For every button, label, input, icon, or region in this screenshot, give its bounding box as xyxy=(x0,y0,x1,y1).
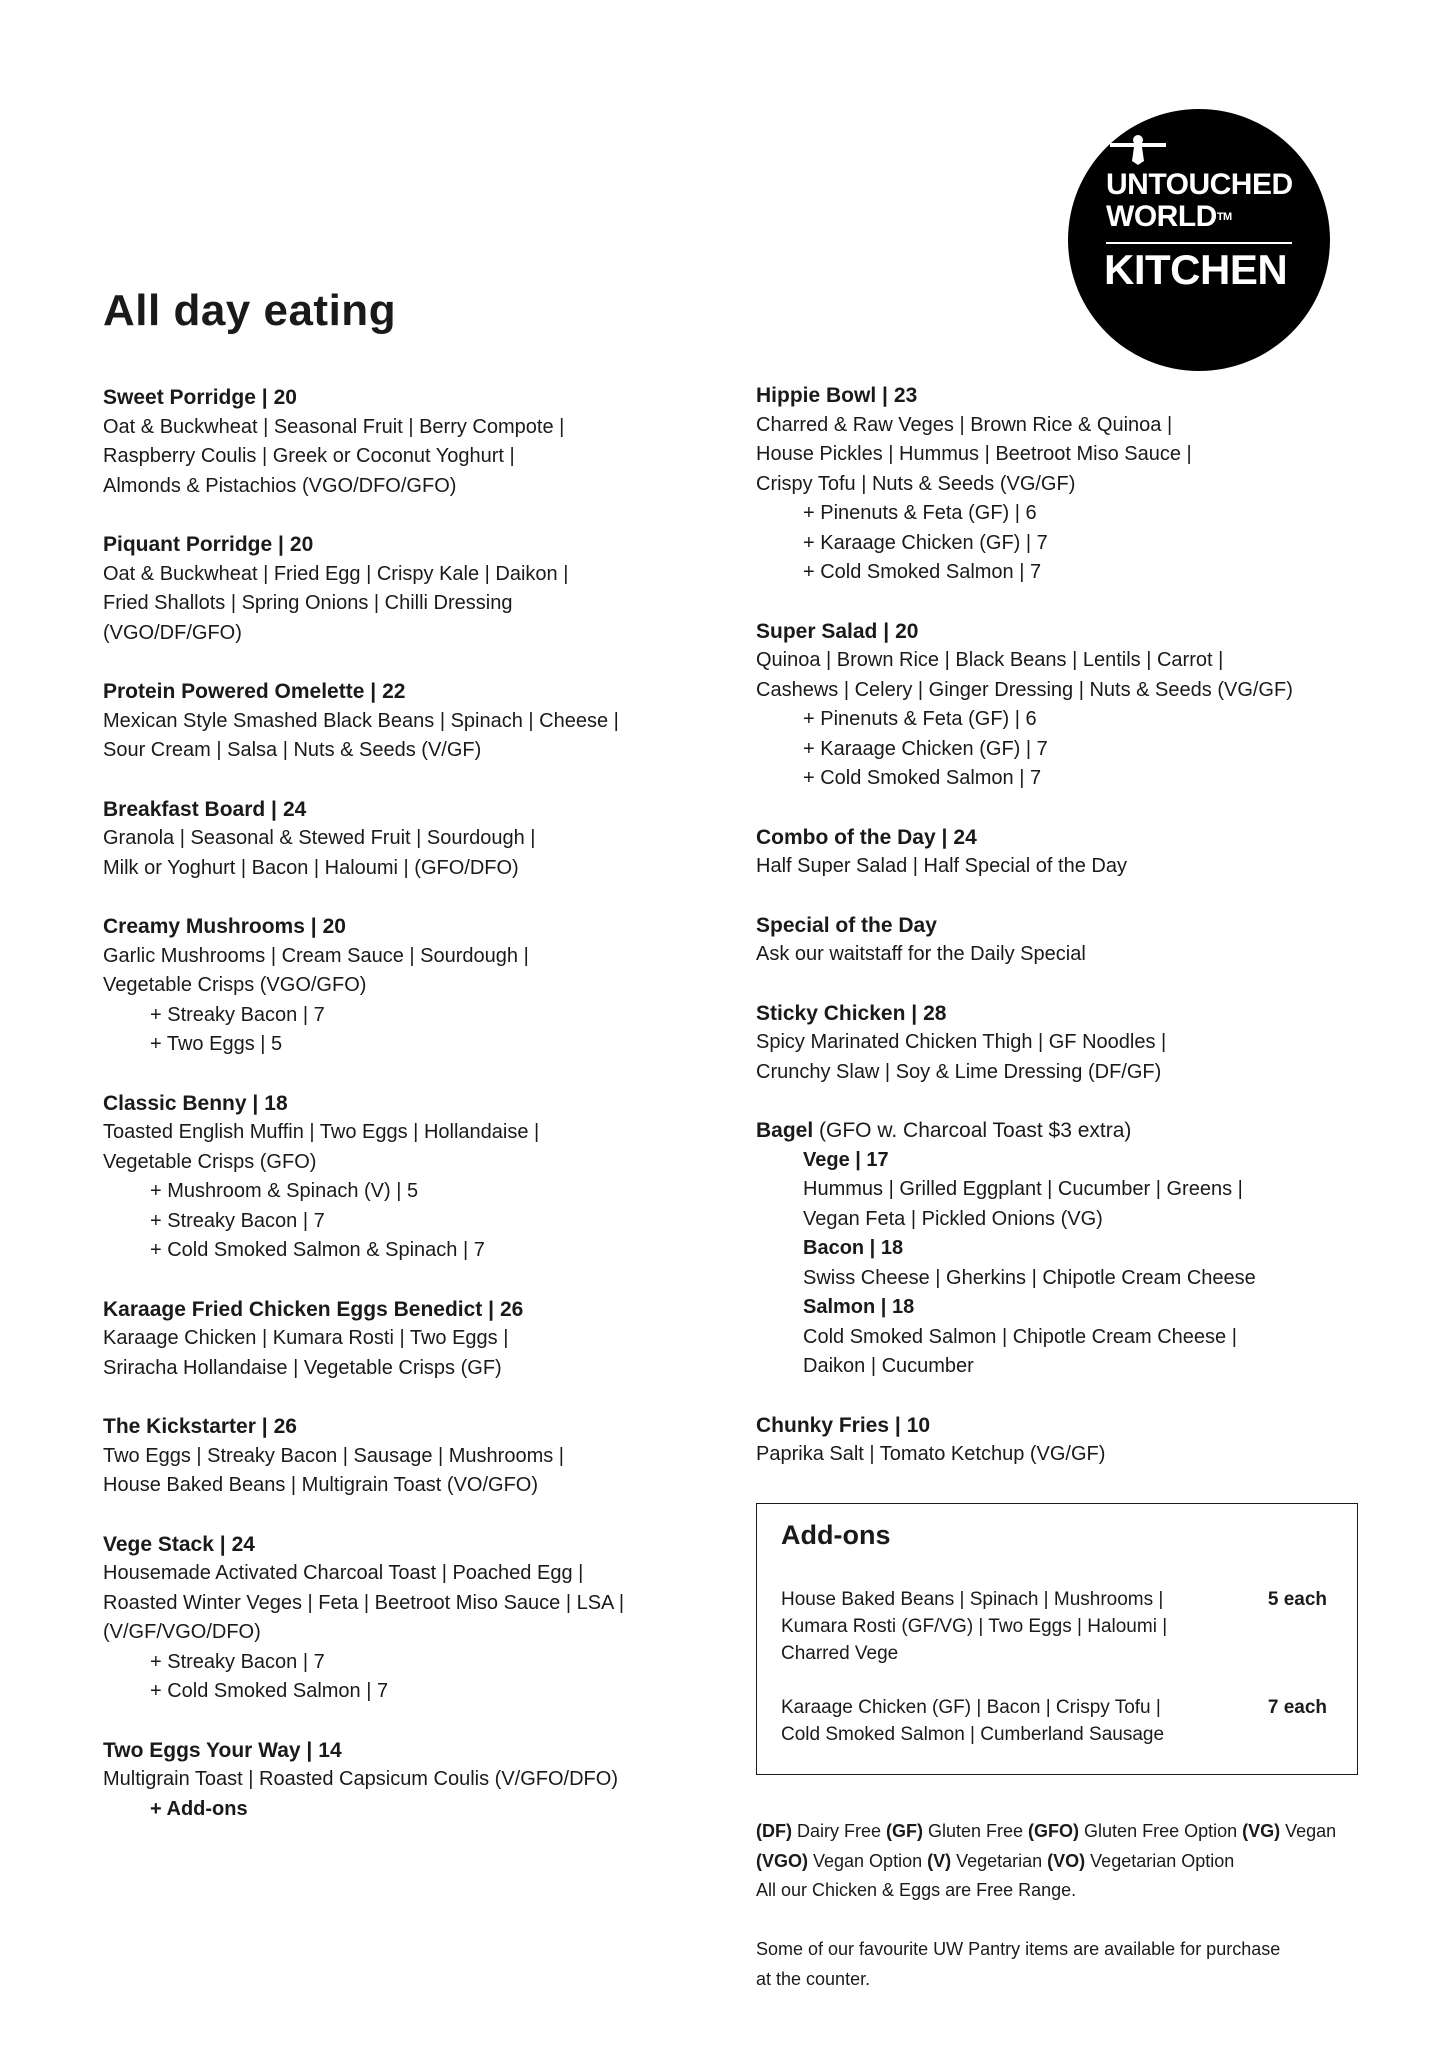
menu-item-title xyxy=(756,381,1396,411)
menu-item-title xyxy=(103,1530,703,1560)
pantry-note: Some of our favourite UW Pantry items are available for purchase xyxy=(756,1939,1281,1959)
legend-text: Gluten Free xyxy=(923,1821,1029,1841)
addons-line: Kumara Rosti (GF/VG) | Two Eggs | Haloumi | xyxy=(781,1616,1168,1637)
bagel-vege-line: Hummus | Grilled Eggplant | Cucumber | Greens | xyxy=(803,1178,1243,1200)
menu-item-chunky-fries xyxy=(756,1411,1396,1470)
menu-item-description: Oat & Buckwheat | Seasonal Fruit | Berry Compote | xyxy=(103,415,565,438)
legend-text: Vegetarian xyxy=(951,1850,1048,1871)
addons-title: Add-ons xyxy=(781,1520,891,1550)
menu-item-title xyxy=(103,912,703,942)
pantry-note: at the counter. xyxy=(756,1968,871,1989)
menu-item-description: Vegetable Crisps (VGO/GFO) xyxy=(103,974,367,996)
dietary-legend xyxy=(756,1817,1396,1994)
menu-item-addon: + Mushroom & Spinach (V) | 5 xyxy=(150,1180,419,1202)
menu-item-name: Combo of the Day | xyxy=(756,825,948,849)
menu-item-title xyxy=(103,1295,703,1325)
menu-item-description: Mexican Style Smashed Black Beans | Spinach | Cheese | xyxy=(103,709,619,732)
menu-item-addon: + Pinenuts & Feta (GF) | 6 xyxy=(803,708,1037,730)
legend-text: Gluten Free Option xyxy=(1079,1821,1243,1841)
menu-item-description: Crunchy Slaw | Soy & Lime Dressing (DF/GF) xyxy=(756,1060,1162,1083)
menu-item-price: 20 xyxy=(322,915,346,938)
menu-item-hippie-bowl xyxy=(756,381,1396,588)
menu-item-description: Vegetable Crisps (GFO) xyxy=(103,1150,317,1173)
addons-line: House Baked Beans | Spinach | Mushrooms | xyxy=(781,1589,1164,1610)
menu-item-addon: + Cold Smoked Salmon | 7 xyxy=(803,767,1042,789)
bagel-name: Bagel xyxy=(756,1119,814,1142)
legend-line xyxy=(756,1817,1396,1847)
menu-item-creamy-mushrooms xyxy=(103,912,703,1060)
bagel-bacon-line: Swiss Cheese | Gherkins | Chipotle Cream Cheese xyxy=(803,1266,1256,1289)
menu-item-protein-powered-omelette xyxy=(103,677,703,766)
menu-item-addon: + Cold Smoked Salmon | 7 xyxy=(803,561,1042,583)
menu-item-vege-stack xyxy=(103,1530,703,1707)
addons-price: 7 each xyxy=(1267,1697,1327,1718)
legend-text: Vegan xyxy=(1280,1821,1337,1841)
logo-text-untouched: UNTOUCHED xyxy=(1106,168,1293,201)
menu-item-description: Toasted English Muffin | Two Eggs | Hollandaise | xyxy=(103,1121,540,1143)
menu-item-price: 22 xyxy=(382,680,406,703)
menu-item-description: Crispy Tofu | Nuts & Seeds (VG/GF) xyxy=(756,472,1076,495)
menu-item-addon: + Karaage Chicken (GF) | 7 xyxy=(803,737,1048,760)
menu-item-title xyxy=(756,823,1396,853)
addons-items xyxy=(781,1586,1241,1667)
menu-item-description: House Baked Beans | Multigrain Toast (VO/GFO) xyxy=(103,1474,539,1496)
menu-item-special-of-the-day xyxy=(756,911,1396,970)
menu-item-super-salad xyxy=(756,617,1396,794)
menu-item-title xyxy=(756,1411,1396,1441)
legend-code: (VGO) xyxy=(756,1850,808,1871)
menu-item-breakfast-board xyxy=(103,795,703,884)
menu-item-description: Oat & Buckwheat | Fried Egg | Crispy Kale | Daikon | xyxy=(103,562,569,585)
menu-item-name: Karaage Fried Chicken Eggs Benedict | xyxy=(103,1297,494,1321)
menu-item-description: House Pickles | Hummus | Beetroot Miso Sauce | xyxy=(756,443,1192,465)
menu-item-name: Breakfast Board | xyxy=(103,797,277,821)
legend-line xyxy=(756,1847,1396,1877)
menu-item-title xyxy=(103,530,703,560)
menu-item-title xyxy=(103,383,703,413)
menu-item-description: Milk or Yoghurt | Bacon | Haloumi | (GFO/DFO) xyxy=(103,856,519,879)
menu-item-price: 24 xyxy=(953,825,977,849)
bird-icon xyxy=(1108,135,1168,165)
menu-item-the-kickstarter xyxy=(103,1412,703,1501)
addons-row-5-each xyxy=(781,1586,1331,1667)
menu-item-price: 18 xyxy=(264,1091,288,1115)
menu-item-name: Creamy Mushrooms | xyxy=(103,915,317,938)
addons-box xyxy=(756,1503,1358,1775)
menu-item-name: Two Eggs Your Way | xyxy=(103,1738,313,1762)
menu-item-price: 23 xyxy=(893,384,918,407)
bagel-vege-title: Vege | 17 xyxy=(803,1148,889,1171)
menu-item-price: 20 xyxy=(895,619,919,643)
menu-item-name: Piquant Porridge | xyxy=(103,533,284,556)
menu-item-sticky-chicken xyxy=(756,999,1396,1088)
bagel-salmon-title: Salmon | 18 xyxy=(803,1296,915,1318)
menu-column-right xyxy=(756,381,1396,1499)
menu-item-addon: + Karaage Chicken (GF) | 7 xyxy=(803,531,1048,554)
menu-item-description: Half Super Salad | Half Special of the Day xyxy=(756,855,1127,877)
menu-item-price: 20 xyxy=(273,386,297,409)
menu-item-addon: + Pinenuts & Feta (GF) | 6 xyxy=(803,502,1037,524)
legend-spacer xyxy=(756,1906,1396,1936)
menu-item-title xyxy=(103,1412,703,1442)
menu-item-price: 28 xyxy=(923,1001,947,1025)
menu-item-name: Special of the Day xyxy=(756,913,937,937)
addons-line: Cold Smoked Salmon | Cumberland Sausage xyxy=(781,1724,1165,1745)
menu-item-description: Cashews | Celery | Ginger Dressing | Nuts & Seeds (VG/GF) xyxy=(756,678,1293,701)
menu-item-title xyxy=(103,1736,703,1766)
menu-item-name: Protein Powered Omelette | xyxy=(103,680,377,703)
menu-item-description: Garlic Mushrooms | Cream Sauce | Sourdough | xyxy=(103,944,529,967)
addons-line: Karaage Chicken (GF) | Bacon | Crispy Tofu | xyxy=(781,1697,1161,1718)
menu-item-two-eggs-your-way xyxy=(103,1736,703,1825)
menu-item-description: (V/GF/VGO/DFO) xyxy=(103,1621,261,1643)
menu-item-addon: + Add-ons xyxy=(150,1797,248,1820)
bagel-note: (GFO w. Charcoal Toast $3 extra) xyxy=(813,1119,1132,1142)
legend-code: (DF) xyxy=(756,1821,792,1841)
legend-text: Dairy Free xyxy=(791,1821,887,1841)
legend-code: (VO) xyxy=(1047,1850,1086,1871)
menu-item-price: 26 xyxy=(500,1297,524,1321)
menu-item-addon: + Streaky Bacon | 7 xyxy=(150,1003,325,1026)
page-title: All day eating xyxy=(103,286,397,335)
menu-item-title xyxy=(756,617,1396,647)
menu-item-price: 14 xyxy=(318,1738,342,1762)
menu-item-combo-of-the-day xyxy=(756,823,1396,882)
menu-item-name: Super Salad | xyxy=(756,619,890,643)
legend-code: (GFO) xyxy=(1028,1821,1080,1841)
menu-item-name: Vege Stack | xyxy=(103,1532,226,1556)
menu-item-description: Charred & Raw Veges | Brown Rice & Quinoa | xyxy=(756,413,1173,436)
menu-item-description: Sriracha Hollandaise | Vegetable Crisps (GF) xyxy=(103,1356,502,1379)
menu-item-sweet-porridge xyxy=(103,383,703,501)
menu-item-description: Ask our waitstaff for the Daily Special xyxy=(756,943,1086,965)
menu-item-description: Quinoa | Brown Rice | Black Beans | Lentils | Carrot | xyxy=(756,649,1224,671)
menu-item-title xyxy=(756,999,1396,1029)
menu-item-description: Karaage Chicken | Kumara Rosti | Two Eggs | xyxy=(103,1327,509,1349)
addons-line: Charred Vege xyxy=(781,1643,899,1664)
legend-code: (VG) xyxy=(1242,1821,1281,1841)
menu-item-price: 20 xyxy=(289,533,314,556)
fries-desc: Paprika Salt | Tomato Ketchup (VG/GF) xyxy=(756,1443,1106,1465)
logo-text-world xyxy=(1106,201,1232,233)
bagel-salmon-line: Daikon | Cucumber xyxy=(803,1355,974,1377)
menu-item-name: Sticky Chicken | xyxy=(756,1001,918,1025)
addons-price: 5 each xyxy=(1267,1589,1327,1610)
bagel-salmon-line: Cold Smoked Salmon | Chipotle Cream Cheese | xyxy=(803,1325,1237,1348)
menu-item-name: The Kickstarter | xyxy=(103,1415,268,1438)
menu-item-title xyxy=(103,795,703,825)
menu-item-addon: + Cold Smoked Salmon | 7 xyxy=(150,1680,389,1702)
menu-item-name: Hippie Bowl | xyxy=(756,384,888,407)
logo-world-word: WORLD xyxy=(1106,200,1217,233)
menu-item-addon: + Streaky Bacon | 7 xyxy=(150,1650,325,1673)
menu-column-left xyxy=(103,383,703,1853)
menu-item-description: Multigrain Toast | Roasted Capsicum Coulis (V/GFO/DFO) xyxy=(103,1768,618,1790)
menu-item-price: 24 xyxy=(231,1532,255,1556)
right-menu-items xyxy=(756,381,1396,1087)
menu-item-bagel xyxy=(756,1116,1396,1382)
logo-divider xyxy=(1106,242,1292,244)
menu-item-description: Two Eggs | Streaky Bacon | Sausage | Mushrooms | xyxy=(103,1444,564,1467)
logo-trademark: TM xyxy=(1216,211,1232,223)
menu-item-name: Classic Benny | xyxy=(103,1091,259,1115)
menu-item-name: Sweet Porridge | xyxy=(103,386,268,409)
free-range-note: All our Chicken & Eggs are Free Range. xyxy=(756,1880,1077,1900)
legend-code: (V) xyxy=(927,1850,952,1871)
brand-logo xyxy=(1068,109,1330,371)
menu-item-piquant-porridge xyxy=(103,530,703,648)
menu-item-addon: + Cold Smoked Salmon & Spinach | 7 xyxy=(150,1239,485,1261)
addons-items xyxy=(781,1694,1241,1748)
menu-item-karaage-fried-chicken-eggs-benedict xyxy=(103,1295,703,1384)
menu-item-description: Housemade Activated Charcoal Toast | Poached Egg | xyxy=(103,1562,584,1584)
fries-name: Chunky Fries | xyxy=(756,1413,901,1437)
legend-code: (GF) xyxy=(886,1821,923,1841)
menu-item-addon: + Streaky Bacon | 7 xyxy=(150,1209,325,1232)
fries-price: 10 xyxy=(906,1413,931,1437)
menu-item-title xyxy=(756,1116,1396,1146)
bagel-bacon-title: Bacon | 18 xyxy=(803,1237,904,1259)
menu-item-description: (VGO/DF/GFO) xyxy=(103,621,242,644)
menu-item-description: Roasted Winter Veges | Feta | Beetroot Miso Sauce | LSA | xyxy=(103,1591,625,1614)
menu-item-description: Almonds & Pistachios (VGO/DFO/GFO) xyxy=(103,474,457,497)
bagel-vege-line: Vegan Feta | Pickled Onions (VG) xyxy=(803,1207,1103,1230)
menu-item-description: Granola | Seasonal & Stewed Fruit | Sourdough | xyxy=(103,827,536,849)
menu-item-description: Spicy Marinated Chicken Thigh | GF Noodles | xyxy=(756,1031,1167,1053)
legend-text: Vegan Option xyxy=(808,1850,928,1871)
menu-item-description: Fried Shallots | Spring Onions | Chilli Dressing xyxy=(103,592,513,614)
menu-item-description: Raspberry Coulis | Greek or Coconut Yoghurt | xyxy=(103,445,515,467)
menu-item-description: Sour Cream | Salsa | Nuts & Seeds (V/GF) xyxy=(103,739,482,761)
menu-item-title xyxy=(103,1089,703,1119)
menu-item-price: 24 xyxy=(282,797,307,821)
logo-text-kitchen: KITCHEN xyxy=(1104,246,1288,293)
legend-text: Vegetarian Option xyxy=(1085,1850,1235,1871)
addons-row-7-each xyxy=(781,1694,1331,1748)
menu-item-price: 26 xyxy=(273,1415,297,1438)
menu-item-title xyxy=(103,677,703,707)
menu-item-classic-benny xyxy=(103,1089,703,1266)
menu-item-title xyxy=(756,911,1396,941)
menu-item-addon: + Two Eggs | 5 xyxy=(150,1033,283,1055)
